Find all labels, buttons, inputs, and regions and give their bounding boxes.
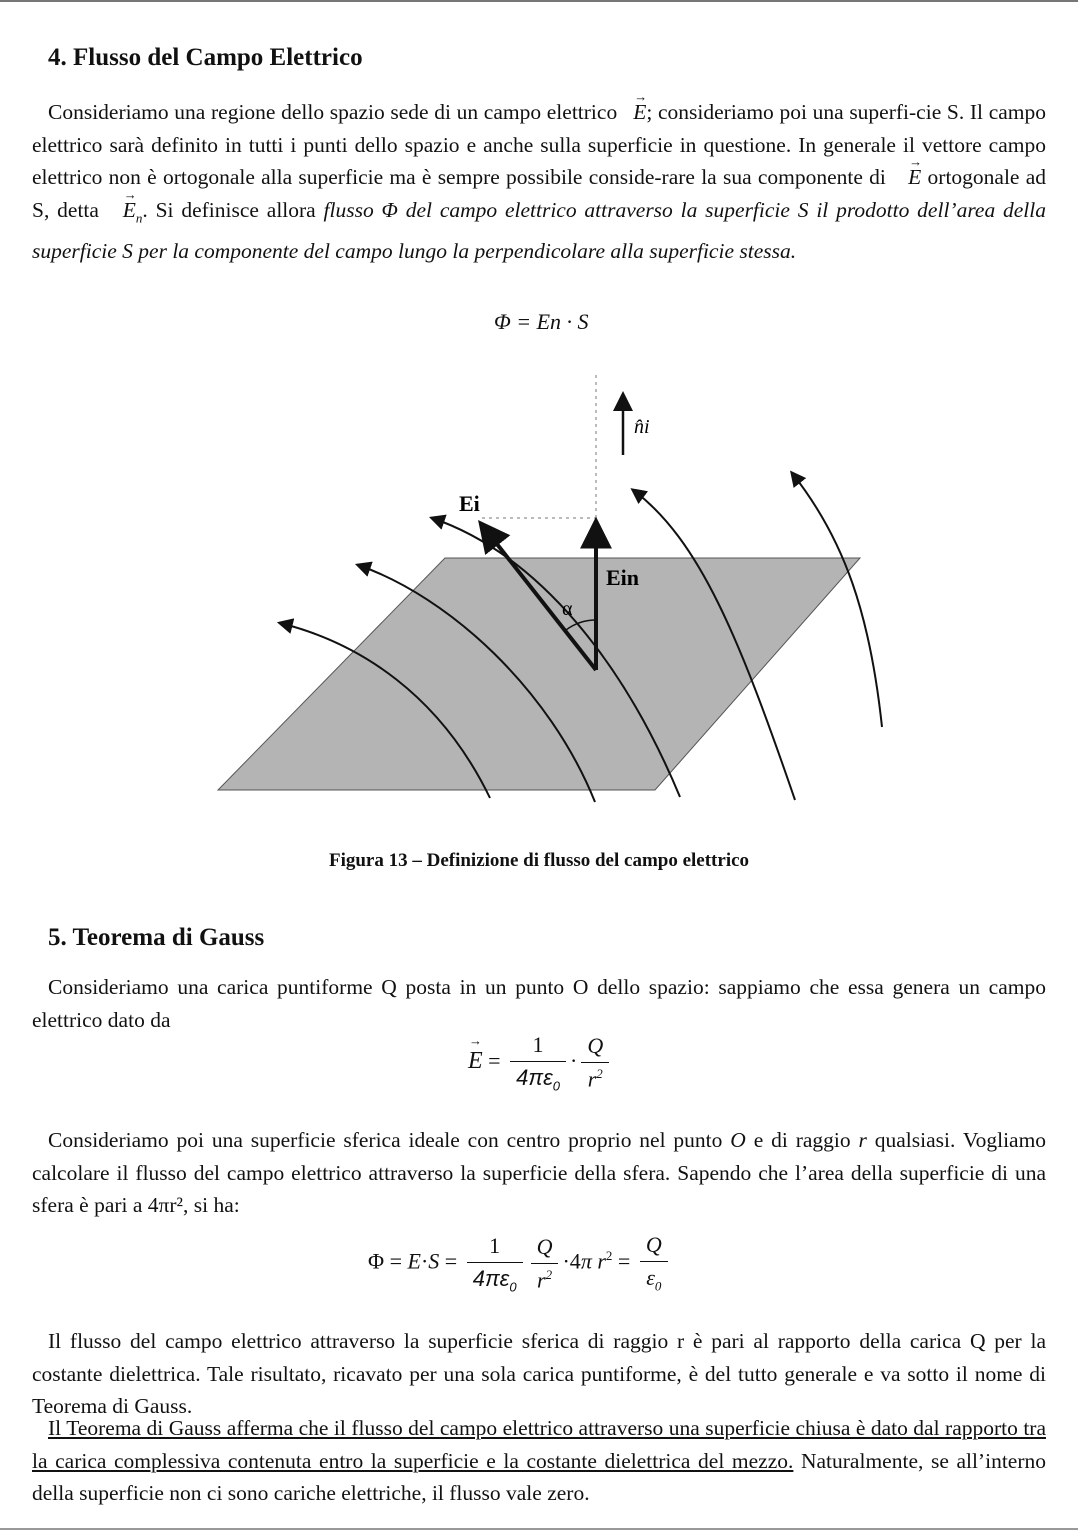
figure-caption: Figura 13 – Definizione di flusso del campo elettrico [328, 850, 750, 871]
section-5-paragraph-3: Il flusso del campo elettrico attraverso la superficie sferica di raggio r è pari al rapporto della carica Q per la costante dielettrica. Tale risultato, ricavato per una sola carica puntiforme, è del tutto generale e va sotto il nome di Teorema di Gauss. [32, 1329, 1046, 1419]
vector-E-symbol: → E [892, 161, 921, 194]
label-normal: n̂i [634, 416, 650, 438]
flux-figure [0, 365, 1078, 845]
section-5-paragraph-2: Consideriamo poi una superficie sferica ideale con centro proprio nel punto O e di raggio r qualsiasi. Vogliamo calcolare il flusso del campo elettrico attraverso la superficie della sfera. Sapendo che l’area della superficie di una sfera è pari a 4πr², si ha: [32, 1128, 1047, 1218]
flux-formula: Φ = En · S [494, 309, 589, 334]
section-5-paragraph-1: Consideriamo una carica puntiforme Q posta in un punto O dello spazio: sappiamo che essa genera un campo elettrico dato da [32, 975, 1046, 1032]
section-4-paragraph: Consideriamo una regione dello spazio sede di un campo elettrico→ E; consideriamo poi una superfi-cie S. Il campo elettrico sarà definito in tutti i punti dello spazio e anche sulla superficie in questione. In generale il vettore campo elettrico non è ortogonale alla superficie ma è sempre possibile conside-rare la sua componente di → E ortogonale ad S, detta → $E_n$. Si definisce allora flusso Φ del campo elettrico attraverso la superficie S il prodotto dell’area della superficie S per la componente del campo lungo la perpendicolare alla superficie stessa. [32, 96, 1046, 267]
top-rule [0, 0, 1078, 2]
gauss-formula: Φ = E·S = $\frac{1}{4\pi\varepsilon_0}$ $\frac{Q}{r^2}$ ·4π $r^2$ = $\frac{Q}{\varepsilon_0}$ [368, 1232, 672, 1294]
vector-En-symbol: → $E_n$ [107, 194, 143, 235]
vector-E-symbol: → E [617, 96, 646, 129]
section-5-paragraph-4: Il Teorema di Gauss afferma che il flusso del campo elettrico attraverso una superficie chiusa è dato dal rapporto tra la carica complessiva contenuta entro la superficie e la costante dielettrica del mezzo. Naturalmente, se all’interno della superficie non ci sono cariche elettriche, il flusso vale zero. [32, 1416, 1046, 1506]
label-Ein: Ein [606, 565, 640, 590]
coulomb-formula: → E = $\frac{1}{4\pi\varepsilon_0}$ · $\frac{Q}{r^2}$ [468, 1032, 613, 1093]
bottom-rule [0, 1528, 1078, 1530]
label-alpha: α [562, 598, 573, 620]
label-Ei: Ei [459, 491, 480, 516]
surface-S [218, 558, 860, 790]
section-4-heading: 4. Flusso del Campo Elettrico [48, 44, 363, 71]
gauss-theorem-statement: Il Teorema di Gauss afferma che il flusso del campo elettrico attraverso una superficie chiusa è dato dal rapporto tra la carica complessiva contenuta entro la superficie e la costante dielettrica del mezzo. [32, 1416, 1046, 1473]
section-5-heading: 5. Teorema di Gauss [48, 924, 265, 951]
